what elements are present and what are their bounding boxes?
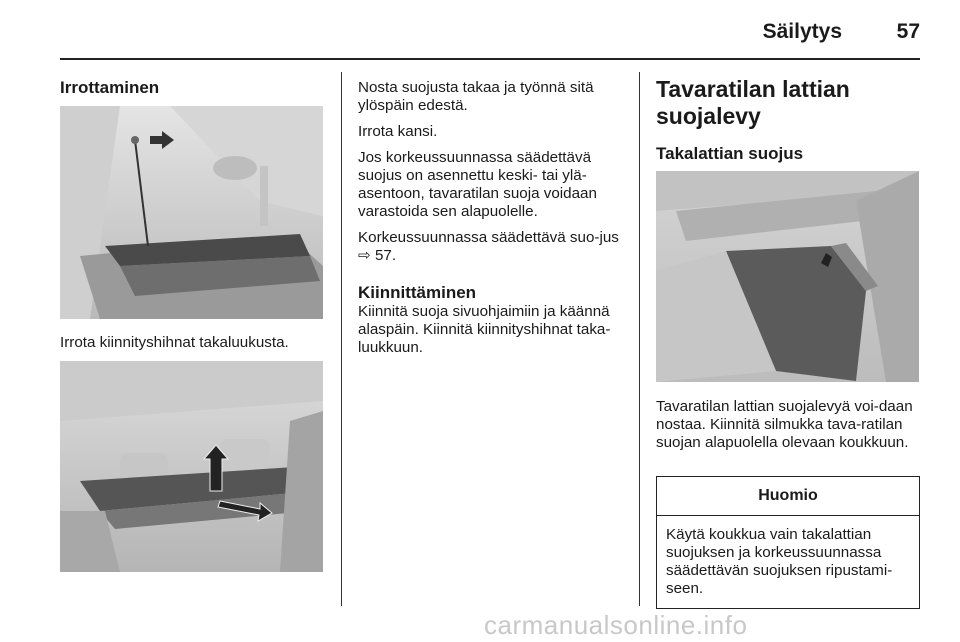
notice-box xyxy=(656,476,920,609)
column-divider-1 xyxy=(341,72,342,606)
paragraph-lift-cover: Nosta suojusta takaa ja työnnä sitä ylöspäin edestä. xyxy=(358,79,594,114)
column-3 xyxy=(656,76,920,164)
photo-floor-cover xyxy=(656,171,919,382)
page-reference-icon[interactable]: ⇨ xyxy=(358,247,371,264)
paragraph-adjustable-ref xyxy=(358,229,624,265)
photo-cover-removal xyxy=(60,361,323,572)
section-heading-floor-cover: Tavaratilan lattian suojalevy xyxy=(656,76,850,129)
paragraph-remove-lid: Irrota kansi. xyxy=(358,123,438,140)
header-rule xyxy=(60,58,920,60)
heading-removal: Irrottaminen xyxy=(60,78,160,97)
paragraph-floor-cover: Tavaratilan lattian suojalevyä voi-daan nostaa. Kiinnitä silmukka tava-ratilan suojan alapuolella olevaan koukkuun. xyxy=(656,398,913,451)
page-reference-number: 57. xyxy=(374,247,397,264)
watermark: carmanualsonline.info xyxy=(484,610,748,640)
section-title: Säilytys xyxy=(762,20,842,43)
column-1-caption xyxy=(60,334,324,360)
page-number: 57 xyxy=(896,20,920,43)
notice-title: Huomio xyxy=(657,477,919,516)
paragraph-attach-cover: Kiinnitä suoja sivuohjaimiin ja käännä alaspäin. Kiinnitä kiinnityshihnat taka-luukkuun. xyxy=(358,303,611,356)
page-header xyxy=(60,18,920,50)
paragraph-adjustable-text: Korkeussuunnassa säädettävä suo-jus xyxy=(358,229,619,246)
column-2 xyxy=(358,79,624,365)
caption-remove-straps: Irrota kiinnityshihnat takaluukusta. xyxy=(60,334,289,351)
column-divider-2 xyxy=(639,72,640,606)
column-1 xyxy=(60,78,324,98)
subheading-rear-floor-cover: Takalattian suojus xyxy=(656,144,804,163)
photo-strap-tailgate xyxy=(60,106,323,319)
column-3-text xyxy=(656,398,920,460)
notice-text: Käytä koukkua vain takalattian suojuksen ja korkeussuunnassa säädettävän suojuksen ripustami-seen. xyxy=(666,526,893,597)
heading-attaching: Kiinnittäminen xyxy=(358,283,477,302)
paragraph-storage: Jos korkeussuunnassa säädettävä suojus on asennettu keski- tai ylä-asentoon, tavaratilan suoja voidaan varastoida sen alapuolelle. xyxy=(358,149,597,220)
